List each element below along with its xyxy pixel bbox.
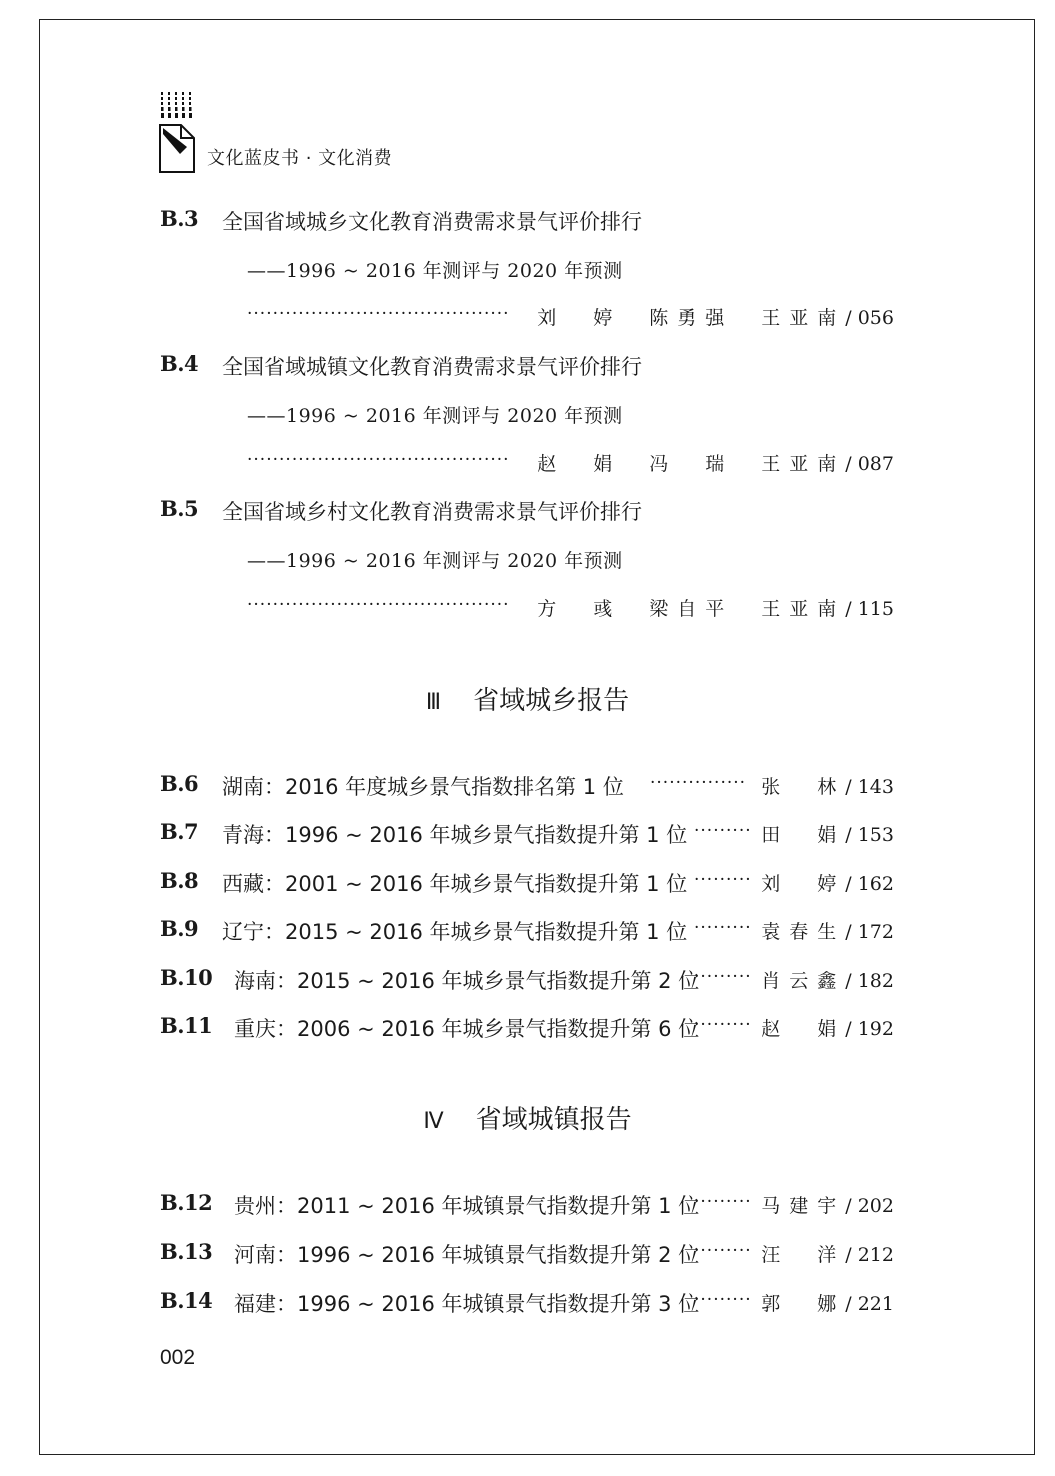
section-title: 省域城乡报告: [473, 686, 630, 716]
entry-authors: 郭 娜: [761, 1293, 846, 1315]
section-title: 省域城镇报告: [475, 1105, 632, 1135]
entry-title[interactable]: 全国省域乡村文化教育消费需求景气评价排行: [222, 500, 642, 524]
leader-dots: ·········: [694, 967, 752, 987]
leader-dots: ·········: [694, 870, 752, 890]
series-title: 文化蓝皮书 · 文化消费: [207, 148, 393, 169]
entry-authors: 赵 娟: [761, 1018, 846, 1040]
entry-byline: [761, 1191, 894, 1218]
entry-number: B.11: [160, 1013, 213, 1038]
entry-number: B.13: [160, 1239, 213, 1264]
entry-number: B.8: [160, 868, 199, 893]
entry-title[interactable]: 全国省域城乡文化教育消费需求景气评价排行: [222, 210, 642, 234]
leader-dots: ·········: [694, 1015, 752, 1035]
entry-title[interactable]: 贵州：2011 ~ 2016 年城镇景气指数提升第 1 位: [234, 1194, 700, 1218]
entry-subtitle: ——1996 ~ 2016 年测评与 2020 年预测: [247, 260, 623, 282]
entry-page[interactable]: / 172: [845, 921, 894, 943]
leader-dots: ·········································: [247, 595, 510, 615]
entry-page[interactable]: / 212: [845, 1244, 894, 1266]
entry-byline: [761, 820, 894, 847]
entry-authors: 马建宇: [761, 1195, 846, 1217]
entry-page[interactable]: / 087: [845, 453, 894, 475]
entry-authors: 袁春生: [761, 921, 846, 943]
entry-title[interactable]: 青海：1996 ~ 2016 年城乡景气指数提升第 1 位: [222, 823, 688, 847]
entry-byline: [761, 1289, 894, 1316]
entry-title[interactable]: 全国省域城镇文化教育消费需求景气评价排行: [222, 355, 642, 379]
entry-page[interactable]: / 143: [845, 776, 894, 798]
entry-byline: [761, 917, 894, 944]
entry-page[interactable]: / 056: [845, 307, 894, 329]
entry-page[interactable]: / 221: [845, 1293, 894, 1315]
entry-authors: 张 林: [761, 776, 846, 798]
entry-byline: [761, 1014, 894, 1041]
leader-dots: ···············: [650, 773, 747, 793]
entry-byline: [761, 772, 894, 799]
entry-byline: [537, 303, 894, 330]
entry-number: B.9: [160, 916, 199, 941]
entry-authors: 刘 婷: [761, 873, 846, 895]
entry-title[interactable]: 西藏：2001 ~ 2016 年城乡景气指数提升第 1 位: [222, 872, 688, 896]
leader-dots: ·········································: [247, 304, 510, 324]
entry-title[interactable]: 福建：1996 ~ 2016 年城镇景气指数提升第 3 位: [234, 1292, 700, 1316]
leader-dots: ·········: [694, 821, 752, 841]
book-logo-icon: [158, 92, 196, 174]
section-number: Ⅳ: [423, 1109, 444, 1134]
entry-authors: 田 娟: [761, 824, 846, 846]
leader-dots: ·········: [694, 918, 752, 938]
entry-title[interactable]: 湖南：2016 年度城乡景气指数排名第 1 位: [222, 775, 624, 799]
entry-byline: [761, 966, 894, 993]
entry-page[interactable]: / 192: [845, 1018, 894, 1040]
entry-authors: 方 彧 梁自平 王亚南: [537, 598, 846, 620]
entry-title[interactable]: 辽宁：2015 ~ 2016 年城乡景气指数提升第 1 位: [222, 920, 688, 944]
entry-byline: [761, 869, 894, 896]
entry-page[interactable]: / 202: [845, 1195, 894, 1217]
leader-dots: ·········································: [247, 450, 510, 470]
entry-page[interactable]: / 162: [845, 873, 894, 895]
entry-number: B.10: [160, 965, 213, 990]
entry-page[interactable]: / 115: [845, 598, 894, 620]
leader-dots: ·········: [694, 1241, 752, 1261]
section-number: Ⅲ: [425, 690, 442, 715]
entry-authors: 肖云鑫: [761, 970, 846, 992]
leader-dots: ·········: [694, 1290, 752, 1310]
entry-page[interactable]: / 182: [845, 970, 894, 992]
entry-title[interactable]: 重庆：2006 ~ 2016 年城乡景气指数提升第 6 位: [234, 1017, 700, 1041]
entry-page[interactable]: / 153: [845, 824, 894, 846]
section-heading: [0, 680, 1055, 717]
entry-subtitle: ——1996 ~ 2016 年测评与 2020 年预测: [247, 550, 623, 572]
section-heading: [0, 1099, 1055, 1136]
entry-number: B.7: [160, 819, 199, 844]
entry-authors: 赵 娟 冯 瑞 王亚南: [537, 453, 846, 475]
entry-byline: [537, 449, 894, 476]
page-number: 002: [160, 1346, 196, 1369]
entry-authors: 刘 婷 陈勇强 王亚南: [537, 307, 846, 329]
entry-subtitle: ——1996 ~ 2016 年测评与 2020 年预测: [247, 405, 623, 427]
entry-title[interactable]: 河南：1996 ~ 2016 年城镇景气指数提升第 2 位: [234, 1243, 700, 1267]
entry-number: B.12: [160, 1190, 213, 1215]
entry-number: B.6: [160, 771, 199, 796]
entry-number: B.14: [160, 1288, 213, 1313]
entry-byline: [761, 1240, 894, 1267]
entry-number: B.3: [160, 206, 199, 231]
entry-byline: [537, 594, 894, 621]
entry-title[interactable]: 海南：2015 ~ 2016 年城乡景气指数提升第 2 位: [234, 969, 700, 993]
entry-number: B.4: [160, 351, 199, 376]
entry-number: B.5: [160, 496, 199, 521]
entry-authors: 汪 洋: [761, 1244, 846, 1266]
leader-dots: ·········: [694, 1192, 752, 1212]
